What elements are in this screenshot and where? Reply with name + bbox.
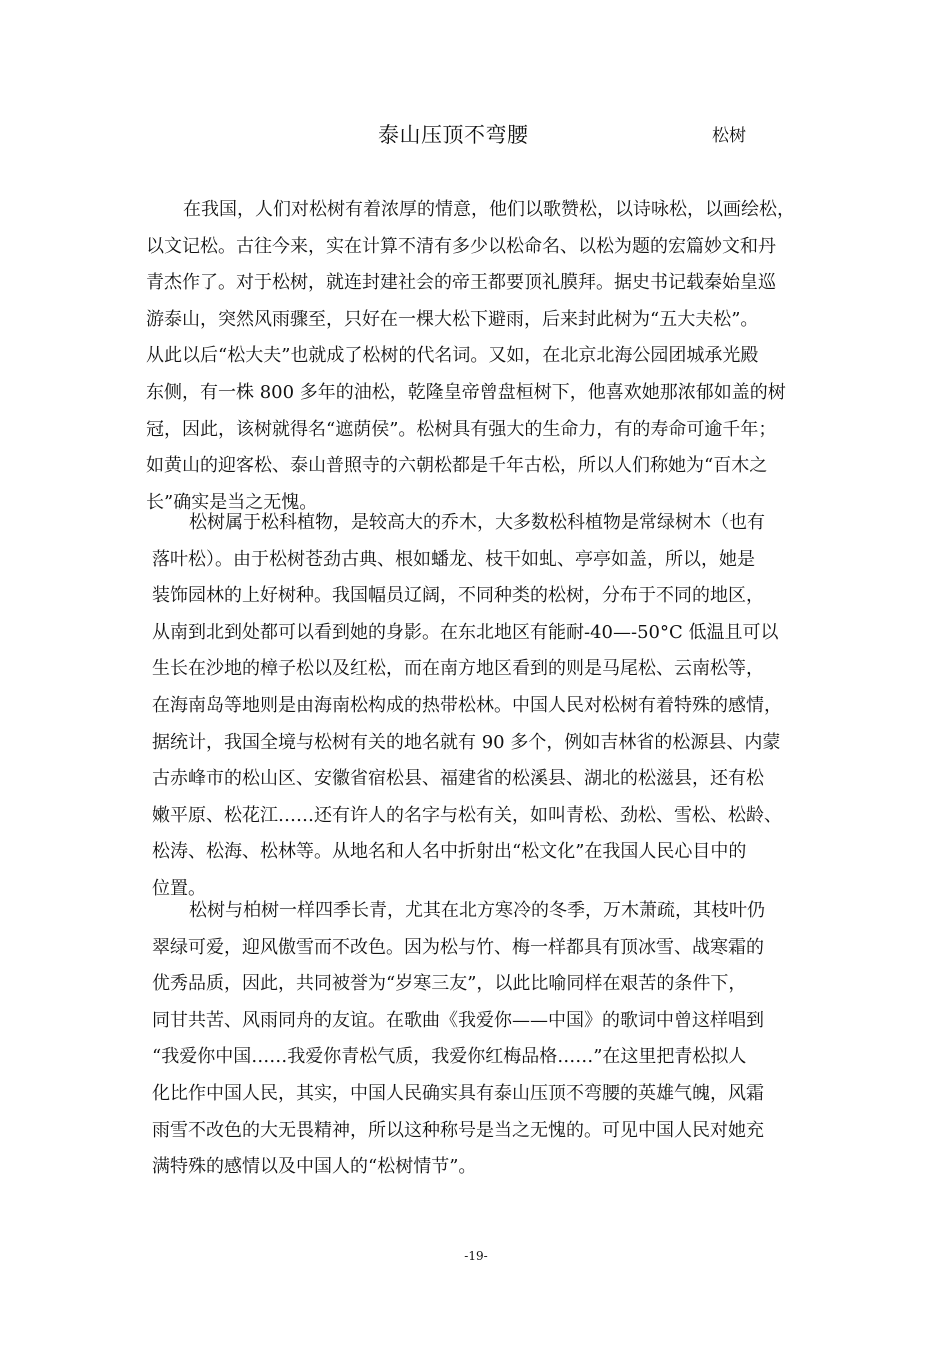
text-line: 位置。 bbox=[152, 877, 206, 899]
text-line: 优秀品质，因此，共同被誉为“岁寒三友”，以此比喻同样在艰苦的条件下， bbox=[152, 973, 747, 995]
text-line: 游泰山，突然风雨骤至，只好在一棵大松下避雨，后来封此树为“五大夫松”。 bbox=[146, 308, 759, 330]
text-line: 松树属于松科植物，是较高大的乔木，大多数松科植物是常绿树木（也有 bbox=[189, 512, 765, 533]
text-line: “我爱你中国……我爱你青松气质，我爱你红梅品格……”在这里把青松拟人 bbox=[152, 1046, 747, 1068]
text-line: 从此以后“松大夫”也就成了松树的代名词。又如，在北京北海公园团城承光殿 bbox=[146, 345, 759, 367]
text-line: 青杰作了。对于松树，就连封建社会的帝王都要顶礼膜拜。据史书记载秦始皇巡 bbox=[146, 272, 776, 294]
text-line: 在我国，人们对松树有着浓厚的情意，他们以歌赞松，以诗咏松，以画绘松， bbox=[183, 199, 795, 220]
text-line: 据统计，我国全境与松树有关的地名就有 90 多个，例如吉林省的松源县、内蒙 bbox=[152, 731, 781, 753]
text-line: 满特殊的感情以及中国人的“松树情节”。 bbox=[152, 1156, 477, 1178]
paragraph-2 bbox=[152, 505, 832, 908]
text-line: 古赤峰市的松山区、安徽省宿松县、福建省的松溪县、湖北的松滋县，还有松 bbox=[152, 768, 764, 790]
text-line: 同甘共苦、风雨同舟的友谊。在歌曲《我爱你——中国》的歌词中曾这样唱到 bbox=[152, 1009, 764, 1031]
text-line: 装饰园林的上好树种。我国幅员辽阔，不同种类的松树，分布于不同的地区， bbox=[152, 585, 764, 607]
text-line: 松涛、松海、松林等。从地名和人名中折射出“松文化”在我国人民心目中的 bbox=[152, 841, 747, 863]
text-line: 从南到北到处都可以看到她的身影。在东北地区有能耐-40—-50°C 低温且可以 bbox=[152, 621, 779, 643]
text-line: 东侧，有一株 800 多年的油松，乾隆皇帝曾盘桓树下，他喜欢她那浓郁如盖的树 bbox=[146, 381, 786, 403]
text-line: 在海南岛等地则是由海南松构成的热带松林。中国人民对松树有着特殊的感情， bbox=[152, 694, 782, 716]
text-line: 松树与柏树一样四季长青，尤其在北方寒冷的冬季，万木萧疏，其枝叶仍 bbox=[189, 900, 765, 921]
text-line: 落叶松）。由于松树苍劲古典、根如蟠龙、枝干如虬、亭亭如盖，所以，她是 bbox=[152, 548, 755, 570]
page-number: -19- bbox=[464, 1249, 488, 1263]
text-line: 化比作中国人民，其实，中国人民确实具有泰山压顶不弯腰的英雄气魄，风霜 bbox=[152, 1082, 764, 1104]
text-line: 翠绿可爱，迎风傲雪而不改色。因为松与竹、梅一样都具有顶冰雪、战寒霜的 bbox=[152, 936, 764, 958]
text-line: 如黄山的迎客松、泰山普照寺的六朝松都是千年古松，所以人们称她为“百木之 bbox=[146, 455, 768, 477]
text-line: 雨雪不改色的大无畏精神，所以这种称号是当之无愧的。可见中国人民对她充 bbox=[152, 1119, 764, 1141]
text-line: 生长在沙地的樟子松以及红松，而在南方地区看到的则是马尾松、云南松等， bbox=[152, 658, 764, 680]
text-line: 冠，因此，该树就得名“遮荫侯”。松树具有强大的生命力，有的寿命可逾千年； bbox=[146, 418, 777, 440]
paragraph-3 bbox=[152, 893, 832, 1186]
text-line: 嫩平原、松花江……还有许人的名字与松有关，如叫青松、劲松、雪松、松龄、 bbox=[152, 804, 782, 826]
text-line: 长”确实是当之无愧。 bbox=[146, 491, 318, 513]
paragraph-1 bbox=[146, 192, 826, 521]
article-subject-label: 松树 bbox=[712, 126, 746, 146]
text-line: 以文记松。古往今来，实在计算不清有多少以松命名、以松为题的宏篇妙文和丹 bbox=[146, 235, 776, 257]
article-title: 泰山压顶不弯腰 bbox=[378, 123, 529, 147]
